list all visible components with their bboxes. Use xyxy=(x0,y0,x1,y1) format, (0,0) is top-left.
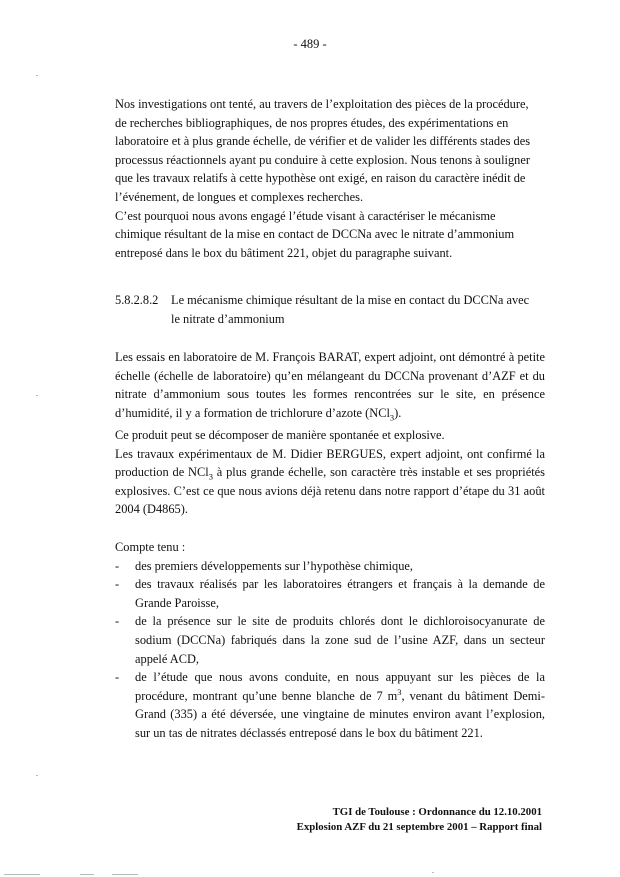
dash-bullet: - xyxy=(115,614,120,629)
text-line: C’est pourquoi nous avons engagé l’étude visant à caractériser le mécanisme xyxy=(115,208,496,223)
scan-artifact xyxy=(36,395,38,396)
ncl3-paragraph-2 xyxy=(115,445,545,519)
footer-line-2: Explosion AZF du 21 septembre 2001 – Rapport final xyxy=(296,820,542,833)
compte-tenu-section xyxy=(115,538,545,743)
scan-artifact xyxy=(36,75,38,76)
list-item-text: de la présence sur le site de produits chlorés dont le dichloroisocyanurate de sodium (DCCNa) fabriqués dans la zone sud de l’usine AZF, dans un secteur appelé ACD, xyxy=(135,614,545,666)
scan-artifact xyxy=(432,872,434,873)
list-item xyxy=(115,575,545,612)
intro-paragraph-2 xyxy=(115,207,545,263)
list-item xyxy=(115,557,545,576)
superscript: 3 xyxy=(397,686,402,697)
bullet-list xyxy=(115,557,545,743)
text-line: l’événement, de longues et complexes recherches. xyxy=(115,189,364,204)
text-line: entreposé dans le box du bâtiment 221, objet du paragraphe suivant. xyxy=(115,245,453,260)
intro-paragraph-1 xyxy=(115,95,545,207)
ncl3-text-end: à plus grande échelle, son caractère très instable et ses propriétés explosives. C’est ce que nous avions déjà retenu dans notre rapport d’étape du 31 août 2004 (D4865). xyxy=(115,465,545,517)
footer-line-1: TGI de Toulouse : Ordonnance du 12.10.2001 xyxy=(332,806,542,818)
section-heading xyxy=(115,291,545,328)
list-item-text-end: , venant du bâtiment Demi-Grand (335) a été déversée, une vingtaine de minutes environ avant l’explosion, sur un tas de nitrates déclassés entreposé dans le box du bâtiment 221. xyxy=(135,688,545,740)
ncl3-paragraph-1: Ce produit peut se décomposer de manière spontanée et explosive. xyxy=(115,428,445,442)
list-item xyxy=(115,612,545,668)
ncl3-section xyxy=(115,426,545,519)
essais-text: Les essais en laboratoire de M. François BARAT, expert adjoint, ont démontré à petite échelle (échelle de laboratoire) qu’en mélangeant du DCCNa provenant d’AZF et du nitrate d’ammonium sous toutes les formes rencontrées sur le site, en présence d’humidité, il y a formation de trichlorure d’azote (NCl xyxy=(115,350,545,420)
page-number: - 489 - xyxy=(293,37,327,51)
scan-artifact xyxy=(80,874,94,875)
ncl3-text: Les travaux expérimentaux de M. Didier BERGUES, expert adjoint, ont confirmé la production de NCl xyxy=(115,446,545,480)
section-title-line-1 xyxy=(115,291,545,310)
section-title-line-2: le nitrate d’ammonium xyxy=(171,311,285,326)
subscript: 3 xyxy=(208,471,213,482)
text-line: Nos investigations ont tenté, au travers de l’exploitation des pièces de la procédure, xyxy=(115,97,529,111)
list-item-text: des travaux réalisés par les laboratoires étrangers et français à la demande de Grande Paroisse, xyxy=(135,577,545,610)
dash-bullet: - xyxy=(115,558,120,573)
text-line: processus réactionnels ayant pu conduire à cette explosion. Nous tenons à souligner xyxy=(115,152,530,167)
compte-tenu-lead: Compte tenu : xyxy=(115,540,186,554)
scan-artifact xyxy=(112,874,138,875)
list-item xyxy=(115,668,545,742)
section-title: Le mécanisme chimique résultant de la mise en contact du DCCNa avec xyxy=(171,293,530,307)
intro-section xyxy=(115,95,545,262)
essais-text-end: ). xyxy=(394,405,402,420)
list-item-text: de l’étude que nous avons conduite, en nous appuyant sur les pièces de la procédure, montrant qu’une benne blanche de 7 m xyxy=(135,670,545,703)
scan-artifact xyxy=(4,874,40,875)
page-footer xyxy=(297,805,542,834)
section-number: 5.8.2.8.2 xyxy=(115,293,159,307)
list-item-text: des premiers développements sur l’hypothèse chimique, xyxy=(135,558,414,573)
text-line: laboratoire et à plus grande échelle, de vérifier et de valider les différents stades des xyxy=(115,134,531,149)
dash-bullet: - xyxy=(115,670,120,685)
subscript: 3 xyxy=(389,412,395,423)
text-line: que les travaux relatifs à cette hypothèse ont exigé, en raison du caractère inédit de xyxy=(115,171,526,186)
dash-bullet: - xyxy=(115,577,120,592)
essais-paragraph xyxy=(115,348,545,422)
scan-artifact xyxy=(36,775,38,776)
text-line: de recherches bibliographiques, de nos propres études, des expérimentations en xyxy=(115,115,509,130)
text-line: chimique résultant de la mise en contact de DCCNa avec le nitrate d’ammonium xyxy=(115,227,515,242)
